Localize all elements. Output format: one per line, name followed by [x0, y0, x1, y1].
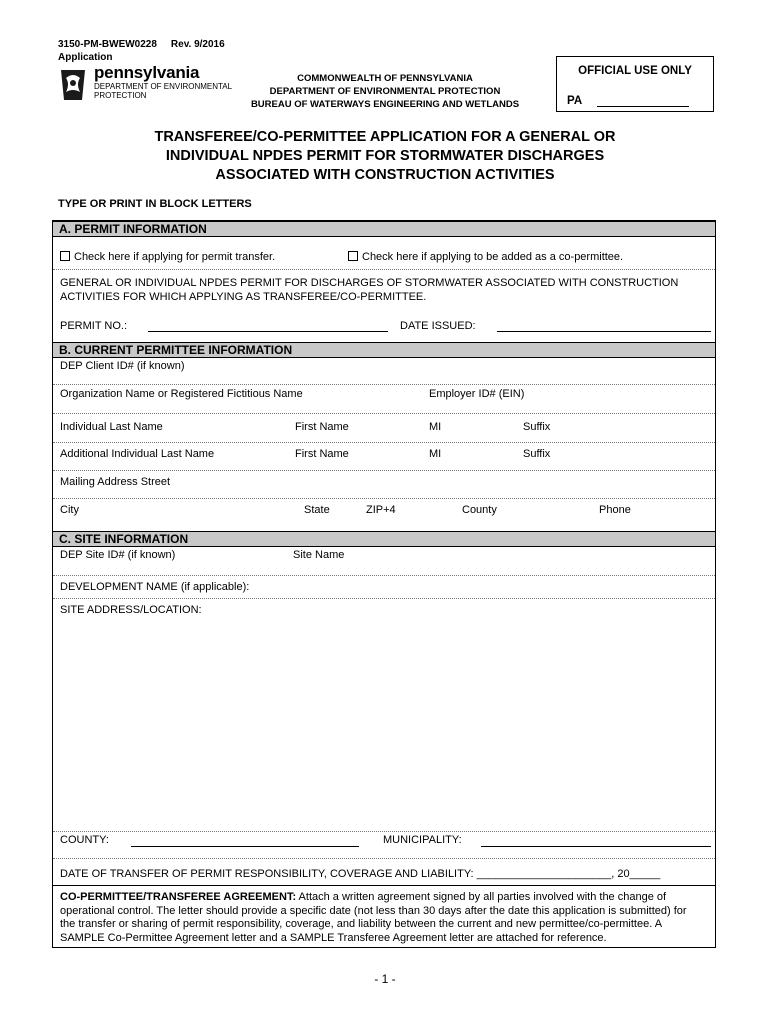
agency-header — [230, 72, 540, 111]
form-code-block — [58, 38, 225, 64]
title-line-1: TRANSFEREE/CO-PERMITTEE APPLICATION FOR A GENERAL OR — [154, 129, 616, 145]
divider — [53, 470, 715, 471]
state-label: State — [304, 504, 330, 516]
copermittee-checkbox[interactable] — [348, 251, 358, 261]
dep-client-id-label: DEP Client ID# (if known) — [60, 360, 185, 372]
pa-number-field[interactable] — [597, 106, 689, 107]
employer-id-label: Employer ID# (EIN) — [429, 388, 525, 400]
agency-line-3: BUREAU OF WATERWAYS ENGINEERING AND WETLANDS — [250, 99, 520, 110]
divider — [53, 858, 715, 859]
keystone-logo-icon — [58, 66, 88, 102]
permit-no-label: PERMIT NO.: — [60, 320, 128, 332]
zip-label: ZIP+4 — [366, 504, 396, 516]
dep-site-id-label: DEP Site ID# (if known) — [60, 549, 176, 561]
official-use-box — [556, 56, 714, 112]
additional-mi-label: MI — [429, 448, 442, 460]
agreement-text — [60, 891, 710, 945]
site-address-label: SITE ADDRESS/LOCATION: — [60, 604, 202, 616]
phone-label: Phone — [599, 504, 631, 516]
copermittee-option[interactable] — [348, 251, 623, 263]
additional-first-name-label: First Name — [295, 448, 349, 460]
form-code: 3150-PM-BWEW0228 — [58, 39, 157, 50]
title-line-3: ASSOCIATED WITH CONSTRUCTION ACTIVITIES — [215, 167, 555, 183]
agency-line-1: COMMONWEALTH OF PENNSYLVANIA — [297, 73, 473, 84]
official-use-label: OFFICIAL USE ONLY — [578, 65, 692, 77]
agreement-line-4: SAMPLE Co-Permittee Agreement letter and a SAMPLE Transferee Agreement letter are attached for reference. — [60, 931, 607, 944]
agreement-line-3: the transfer or sharing of permit responsibility, coverage, and liability between the current and new permittee/co-permittee. A — [60, 918, 663, 930]
county-input-line[interactable] — [131, 846, 359, 847]
county-field-label: COUNTY: — [60, 834, 109, 846]
site-name-label: Site Name — [293, 549, 345, 561]
form-revision: Rev. 9/2016 — [170, 39, 225, 50]
agreement-heading: CO-PERMITTEE/TRANSFEREE AGREEMENT: — [60, 891, 297, 903]
agreement-line-1 — [60, 891, 710, 905]
mailing-street-label: Mailing Address Street — [60, 476, 171, 488]
page-title — [60, 128, 710, 185]
pa-dep-logo — [58, 63, 232, 106]
development-name-label: DEVELOPMENT NAME (if applicable): — [60, 581, 250, 593]
date-issued-field[interactable] — [497, 331, 711, 332]
suffix-label: Suffix — [523, 421, 551, 433]
divider — [53, 598, 715, 599]
logo-department: DEPARTMENT OF ENVIRONMENTAL PROTECTION — [94, 82, 232, 100]
agency-line-2: DEPARTMENT OF ENVIRONMENTAL PROTECTION — [269, 86, 501, 97]
city-label: City — [60, 504, 79, 516]
date-issued-label: DATE ISSUED: — [400, 320, 476, 332]
section-b-heading: B. CURRENT PERMITTEE INFORMATION — [53, 342, 715, 358]
county-label: County — [462, 504, 497, 516]
permit-description — [60, 277, 710, 304]
page-number: - 1 - — [374, 972, 396, 986]
section-c-heading: C. SITE INFORMATION — [53, 531, 715, 547]
municipality-label: MUNICIPALITY: — [383, 834, 462, 846]
additional-suffix-label: Suffix — [523, 448, 551, 460]
divider — [53, 384, 715, 385]
permit-description-line-2: ACTIVITIES FOR WHICH APPLYING AS TRANSFEREE/CO-PERMITTEE. — [60, 290, 427, 303]
divider — [53, 831, 715, 832]
logo-wordmark: pennsylvania — [94, 63, 200, 82]
application-form — [52, 220, 716, 948]
instruction-text: TYPE OR PRINT IN BLOCK LETTERS — [58, 198, 252, 210]
first-name-label: First Name — [295, 421, 349, 433]
agreement-line-2: operational control. The letter should provide a specific date (not less than 30 days after the date this application is submitted) for — [60, 904, 687, 917]
pa-label: PA — [567, 95, 583, 107]
mi-label: MI — [429, 421, 442, 433]
divider — [53, 498, 715, 499]
additional-last-name-label: Additional Individual Last Name — [60, 448, 215, 460]
divider — [53, 413, 715, 414]
divider — [53, 269, 715, 270]
individual-last-name-label: Individual Last Name — [60, 421, 163, 433]
transfer-date-label: DATE OF TRANSFER OF PERMIT RESPONSIBILITY, COVERAGE AND LIABILITY: ______________________, 20_____ — [60, 868, 661, 880]
permit-no-field[interactable] — [148, 331, 388, 332]
divider — [53, 575, 715, 576]
municipality-input-line[interactable] — [481, 846, 711, 847]
permit-transfer-checkbox[interactable] — [60, 251, 70, 261]
permit-transfer-label: Check here if applying for permit transfer. — [74, 251, 276, 263]
section-a-heading: A. PERMIT INFORMATION — [53, 221, 715, 237]
permit-description-line-1: GENERAL OR INDIVIDUAL NPDES PERMIT FOR DISCHARGES OF STORMWATER ASSOCIATED WITH CONSTRUCTION — [60, 277, 679, 289]
org-name-label: Organization Name or Registered Fictitious Name — [60, 388, 303, 400]
divider — [53, 885, 715, 886]
permit-transfer-option[interactable] — [60, 251, 275, 263]
title-line-2: INDIVIDUAL NPDES PERMIT FOR STORMWATER DISCHARGES — [165, 148, 605, 164]
copermittee-label: Check here if applying to be added as a co-permittee. — [362, 251, 624, 263]
form-doc-type: Application — [58, 52, 113, 63]
divider — [53, 442, 715, 443]
agreement-line-1-text: Attach a written agreement signed by all parties involved with the change of — [296, 891, 667, 903]
